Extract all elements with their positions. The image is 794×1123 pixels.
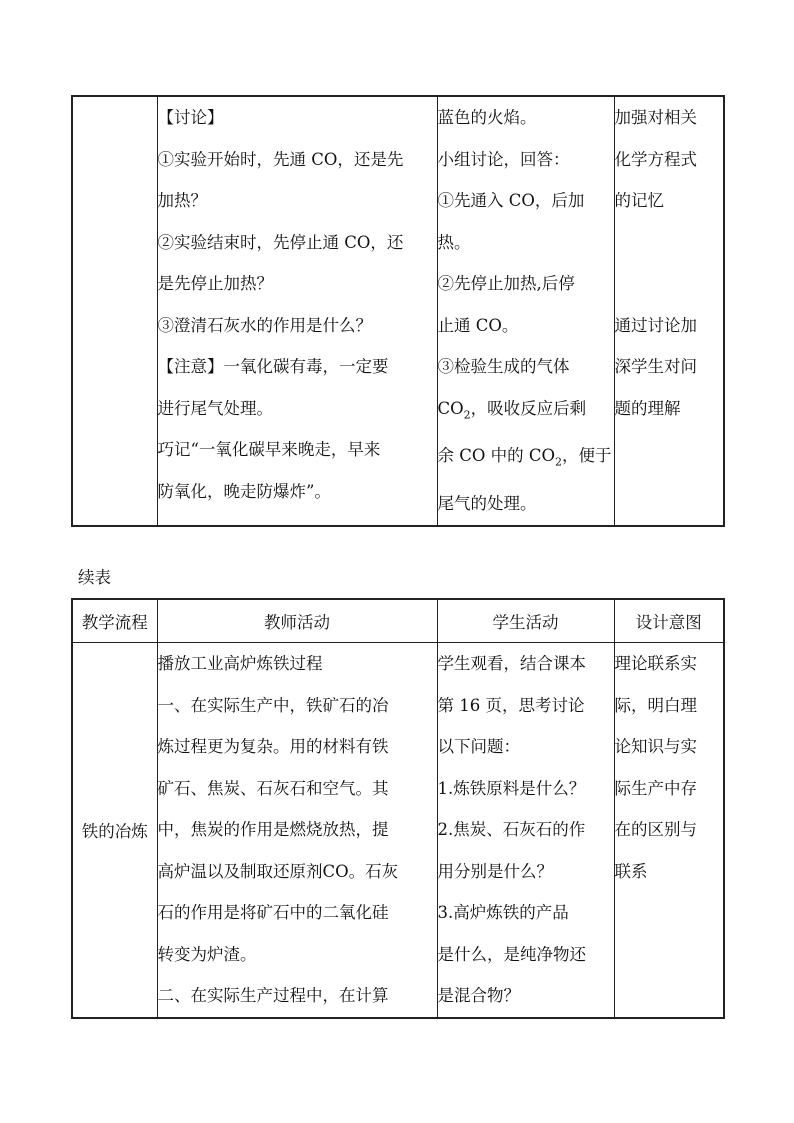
text-span: ，吸收反应后剩 xyxy=(470,398,587,418)
header-teacher-activity: 教师活动 xyxy=(157,599,437,643)
text-line: ②先停止加热,后停 xyxy=(437,274,575,293)
design-intent-cell xyxy=(614,643,724,1018)
teacher-activity-cell xyxy=(157,96,437,526)
text-line: 加强对相关 xyxy=(614,108,697,127)
text-line: 学生观看，结合课本 xyxy=(437,654,586,673)
header-design-intent: 设计意图 xyxy=(614,599,724,643)
table-row xyxy=(72,643,724,1018)
spacer xyxy=(615,263,724,305)
student-activity-cell xyxy=(437,96,614,526)
text-line: 通过讨论加 xyxy=(614,315,697,335)
lesson-table-part2 xyxy=(71,598,725,1019)
text-line: 以下问题： xyxy=(437,737,520,756)
text-line: 炼过程更为复杂。用的材料有铁 xyxy=(157,737,389,756)
text-line: 【注意】一氧化碳有毒，一定要 xyxy=(157,357,389,376)
text-line: 矿石、焦炭、石灰石和空气。其 xyxy=(157,778,389,798)
text-line: 际生产中存 xyxy=(614,778,697,798)
subscript: 2 xyxy=(463,407,471,421)
text-line: 化学方程式 xyxy=(614,149,697,169)
text-line: ①先通入 CO，后加 xyxy=(437,191,585,210)
spacer xyxy=(615,222,724,264)
text-line: 防氧化，晚走防爆炸”。 xyxy=(157,481,331,501)
lesson-table-part1 xyxy=(71,95,725,527)
text-line: 蓝色的火焰。 xyxy=(437,108,537,127)
text-line: ③检验生成的气体 xyxy=(437,357,570,376)
text-line: 2.焦炭、石灰石的作 xyxy=(437,820,586,839)
text-line: 论知识与实 xyxy=(614,737,697,756)
table-header-row xyxy=(72,599,724,643)
continued-table-label: 续表 xyxy=(78,568,111,587)
text-span: ，便于 xyxy=(562,446,612,466)
text-line: 二、在实际生产过程中，在计算 xyxy=(157,986,389,1005)
text-line: 石的作用是将矿石中的二氧化硅 xyxy=(157,903,389,922)
text-line: 1.炼铁原料是什么？ xyxy=(437,778,586,798)
text-line: 深学生对问 xyxy=(614,357,697,376)
text-line: 加热？ xyxy=(157,191,207,210)
text-line xyxy=(438,435,614,483)
design-intent-cell xyxy=(614,96,724,526)
text-line: 热。 xyxy=(437,232,471,252)
header-student-activity: 学生活动 xyxy=(437,599,614,643)
text-line: 是什么，是纯净物还 xyxy=(437,944,586,964)
stage-cell: 铁的冶炼 xyxy=(72,643,157,1018)
text-line: 题的理解 xyxy=(614,398,681,418)
text-line: 高炉温以及制取还原剂CO。石灰 xyxy=(157,861,399,881)
header-teaching-process: 教学流程 xyxy=(72,599,157,643)
text-line: 【讨论】 xyxy=(157,108,224,127)
subscript: 2 xyxy=(555,455,563,469)
stage-cell-empty xyxy=(72,96,157,526)
formula-co2: CO xyxy=(437,398,464,418)
text-line: ③澄清石灰水的作用是什么？ xyxy=(157,315,372,335)
text-line: 理论联系实 xyxy=(614,654,697,673)
text-line: 尾气的处理。 xyxy=(437,494,537,514)
text-line: 是混合物？ xyxy=(437,986,520,1005)
text-line: ②实验结束时，先停止通 CO，还 xyxy=(157,232,404,252)
text-line: 是先停止加热？ xyxy=(157,274,273,293)
text-line: 联系 xyxy=(614,861,648,881)
text-line: 在的区别与 xyxy=(614,820,697,839)
text-line: 第 16 页，思考讨论 xyxy=(437,695,585,715)
text-line: 转变为炉渣。 xyxy=(157,944,257,964)
text-line: ①实验开始时，先通 CO，还是先 xyxy=(157,149,404,169)
text-line: 中，焦炭的作用是燃烧放热，提 xyxy=(157,820,389,839)
text-line: 进行尾气处理。 xyxy=(157,398,273,418)
text-line: 的记忆 xyxy=(614,191,664,210)
text-line: 用分别是什么？ xyxy=(437,861,553,881)
text-line xyxy=(438,388,614,436)
text-line: 小组讨论，回答： xyxy=(437,149,570,169)
text-span: 余 CO 中的 CO xyxy=(437,446,556,466)
text-line: 际，明白理 xyxy=(614,695,697,715)
text-line: 巧记“一氧化碳早来晚走，早来 xyxy=(157,440,381,459)
student-activity-cell xyxy=(437,643,614,1018)
text-line: 止通 CO。 xyxy=(437,315,519,335)
text-line: 3.高炉炼铁的产品 xyxy=(437,903,569,922)
text-line: 一、在实际生产中，铁矿石的冶 xyxy=(157,695,389,715)
teacher-activity-cell xyxy=(157,643,437,1018)
text-line: 播放工业高炉炼铁过程 xyxy=(157,654,323,673)
